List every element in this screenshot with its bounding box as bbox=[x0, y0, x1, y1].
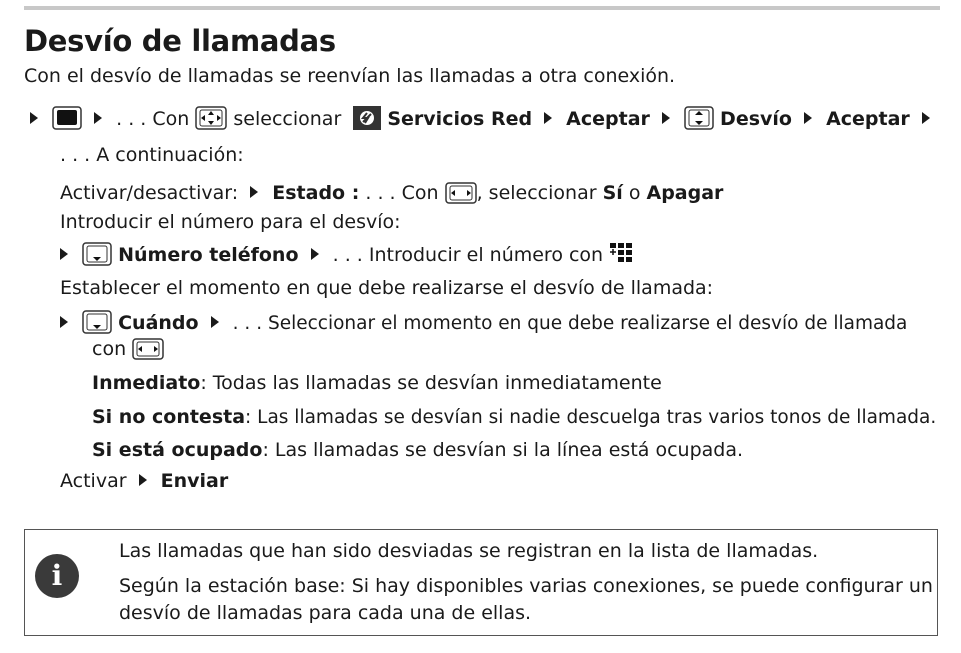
page-title: Desvío de llamadas bbox=[24, 24, 336, 58]
note-line-2: Según la estación base: Si hay disponibles varias conexiones, se puede configurar un bbox=[119, 575, 933, 597]
step-arrow-icon bbox=[311, 248, 319, 260]
field-cuando: Cuándo bbox=[118, 312, 199, 334]
step-arrow-icon bbox=[250, 186, 258, 198]
nav-key-updown-icon bbox=[684, 106, 714, 130]
step-text: . . . Introducir el número con bbox=[332, 244, 604, 266]
activar-label: Activar/desactivar: bbox=[60, 182, 239, 204]
cuando-line bbox=[60, 310, 907, 337]
note-line-1: Las llamadas que han sido desviadas se registran en la lista de llamadas. bbox=[119, 540, 819, 562]
option-si-esta-ocupado bbox=[92, 437, 743, 463]
continuation-text: . . . A continuación: bbox=[60, 144, 244, 166]
step-arrow-icon bbox=[139, 474, 147, 486]
info-icon-letter: i bbox=[51, 559, 63, 592]
down-key-icon bbox=[82, 242, 112, 266]
option-apagar: Apagar bbox=[646, 182, 724, 204]
activar-line bbox=[60, 180, 723, 206]
services-network-icon bbox=[353, 106, 381, 130]
step-line-1 bbox=[24, 106, 938, 132]
option-inmediato bbox=[92, 370, 662, 396]
option-si-no-contesta bbox=[92, 404, 936, 431]
step-text: , seleccionar bbox=[476, 182, 597, 204]
softkey-aceptar: Aceptar bbox=[566, 108, 650, 130]
menu-item-servicios-red: Servicios Red bbox=[387, 108, 533, 130]
menu-item-desvio: Desvío bbox=[720, 108, 792, 130]
step-text: seleccionar bbox=[233, 108, 342, 130]
nav-key-lr-icon bbox=[445, 182, 477, 204]
step-text: . . . Con bbox=[116, 108, 190, 130]
step-arrow-icon bbox=[662, 112, 670, 124]
option-si: Sí bbox=[602, 182, 623, 204]
momento-intro: Establecer el momento en que debe realizarse el desvío de llamada: bbox=[60, 277, 714, 299]
cuando-con-line bbox=[92, 336, 164, 362]
option-desc: : Las llamadas se desvían si la línea está ocupada. bbox=[262, 439, 744, 461]
numero-line bbox=[60, 242, 635, 268]
step-arrow-icon bbox=[544, 112, 552, 124]
softkey-aceptar: Aceptar bbox=[826, 108, 910, 130]
step-arrow-icon bbox=[804, 112, 812, 124]
step-text: con bbox=[92, 338, 127, 360]
option-term: Inmediato bbox=[92, 372, 201, 394]
note-line-3: desvío de llamadas para cada una de ellas. bbox=[119, 602, 532, 624]
info-icon bbox=[35, 554, 79, 598]
step-arrow-icon bbox=[94, 112, 102, 124]
step-text: . . . Con bbox=[365, 182, 439, 204]
final-line bbox=[60, 468, 228, 494]
softkey-enviar: Enviar bbox=[160, 470, 229, 492]
step-arrow-icon bbox=[60, 248, 68, 260]
intro-numero: Introducir el número para el desvío: bbox=[60, 211, 401, 233]
option-desc: : Todas las llamadas se desvían inmediatamente bbox=[200, 372, 662, 394]
field-numero-telefono: Número teléfono bbox=[118, 244, 299, 266]
step-text: o bbox=[628, 182, 641, 204]
option-term: Si está ocupado bbox=[92, 439, 263, 461]
step-arrow-icon bbox=[211, 316, 219, 328]
step-arrow-icon bbox=[60, 316, 68, 328]
keypad-icon bbox=[609, 242, 635, 266]
step-text: . . . Seleccionar el momento en que debe realizarse el desvío de llamada bbox=[232, 313, 908, 334]
option-term: Si no contesta bbox=[92, 406, 246, 428]
intro-text: Con el desvío de llamadas se reenvían las llamadas a otra conexión. bbox=[24, 65, 676, 87]
down-key-icon bbox=[82, 310, 112, 334]
nav-key-4way-icon bbox=[195, 106, 227, 130]
step-arrow-icon bbox=[30, 112, 38, 124]
top-rule bbox=[24, 6, 940, 10]
nav-key-lr-icon bbox=[132, 338, 164, 360]
estado-label: Estado : bbox=[272, 182, 360, 204]
final-activar: Activar bbox=[60, 470, 127, 492]
option-desc: : Las llamadas se desvían si nadie descuelga tras varios tonos de llamada. bbox=[245, 407, 937, 428]
menu-key-icon bbox=[52, 106, 82, 130]
step-arrow-icon bbox=[922, 112, 930, 124]
